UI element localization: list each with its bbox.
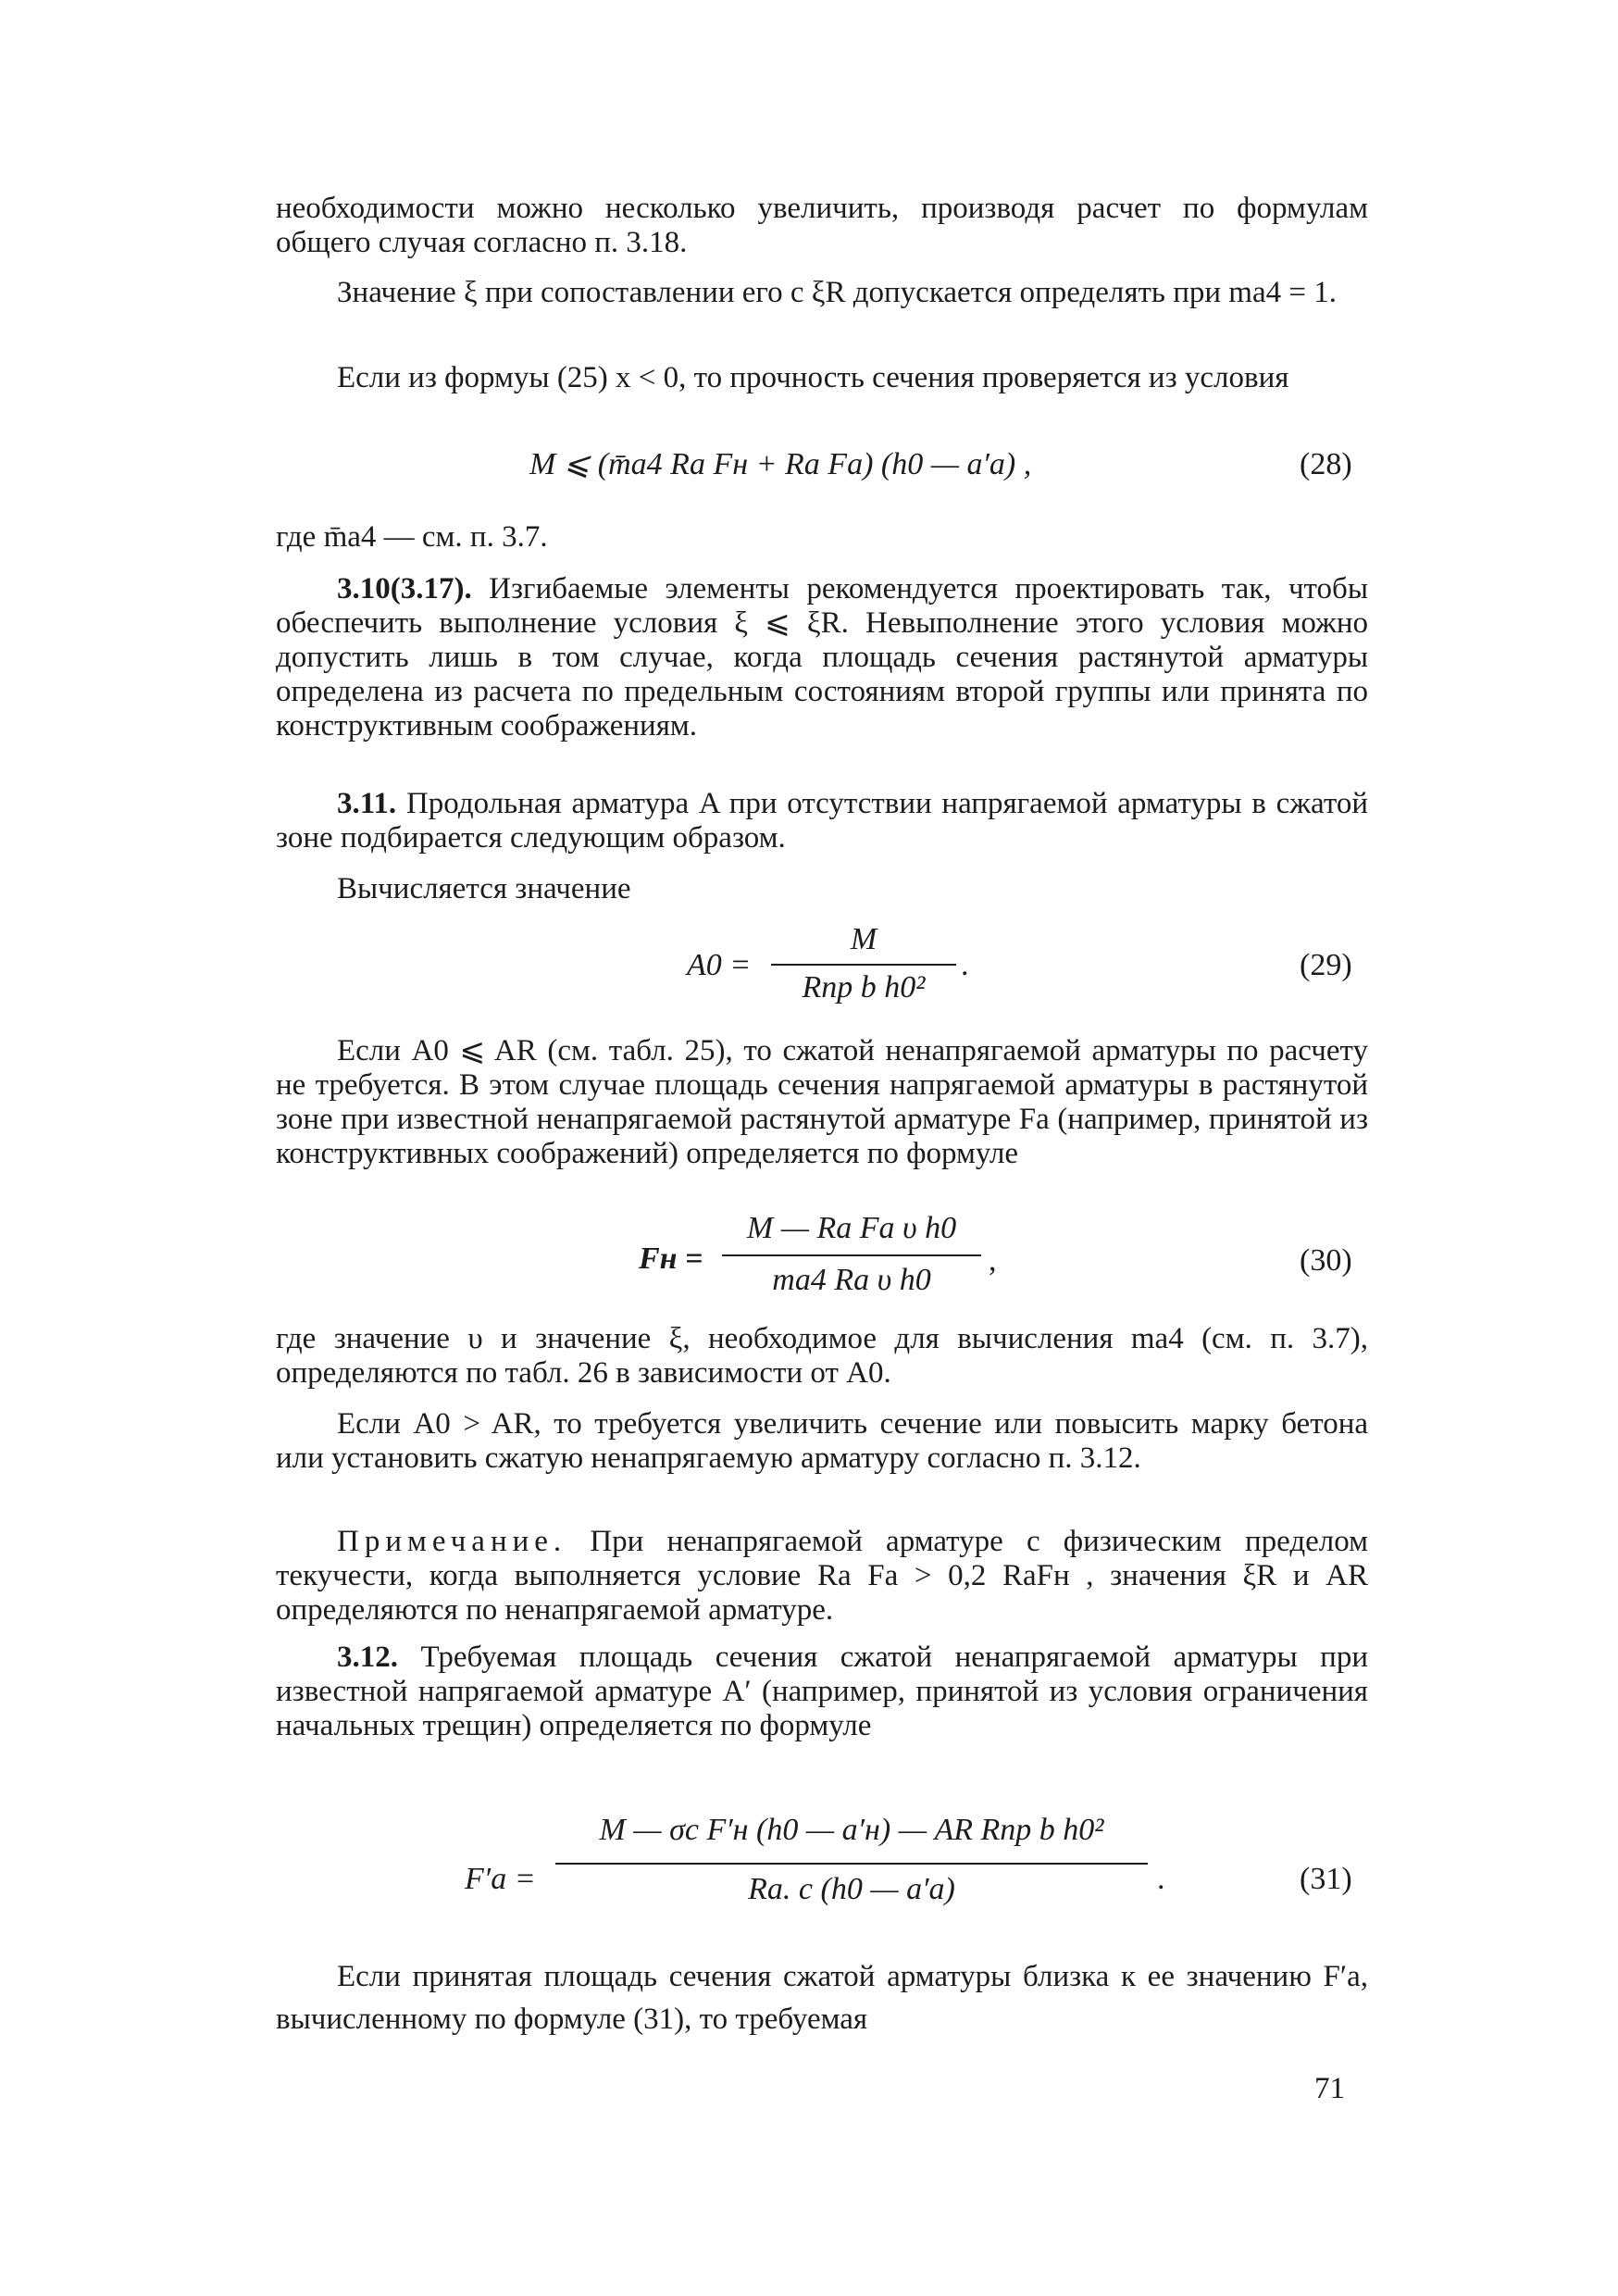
equation-28: M ⩽ (m̄a4 Ra Fн + Ra Fa) (h0 — a′a) , xyxy=(529,447,1032,481)
section-3-11 xyxy=(276,787,1368,855)
equation-30-lhs: Fн = xyxy=(639,1242,703,1276)
equation-31-denominator: Ra. c (h0 — a′a) xyxy=(748,1872,955,1906)
paragraph-a0-less: Если A0 ⩽ AR (см. табл. 25), то сжатой ненапрягаемой арматуры по расчету не требуется. В этом случае площадь сечения напрягаемой арматуры в растянутой зоне при известной ненапрягаемой растянутой арматуре Fa (например, принятой из конструктивных соображений) определяется по формуле xyxy=(276,1034,1368,1170)
paragraph-a0-greater: Если A0 > AR, то требуется увеличить сечение или повысить марку бетона или установить сжатую ненапрягаемую арматуру согласно п. 3.12. xyxy=(276,1407,1368,1475)
section-3-10-number: 3.10(3.17). xyxy=(337,572,472,605)
note-label: Примечание. xyxy=(337,1525,567,1558)
paragraph-compute-value: Вычисляется значение xyxy=(337,872,631,905)
equation-30-tail: , xyxy=(989,1243,997,1278)
equation-29-tail: . xyxy=(961,948,969,982)
equation-30-fraction-bar xyxy=(722,1254,981,1256)
paragraph-ma4-reference: где m̄a4 — см. п. 3.7. xyxy=(276,520,548,554)
section-3-12 xyxy=(276,1641,1368,1743)
equation-29-numerator: M xyxy=(850,922,877,956)
equation-31-lhs: F′a = xyxy=(465,1862,536,1896)
page-number: 71 xyxy=(1314,2072,1345,2105)
section-3-11-text: Продольная арматура A при отсутствии напрягаемой арматуры в сжатой зоне подбирается следующим образом. xyxy=(276,787,1368,855)
section-3-10 xyxy=(276,572,1368,743)
note-paragraph xyxy=(276,1525,1368,1628)
equation-31-numerator: M — σc F′н (h0 — a′н) — AR Rпр b h0² xyxy=(599,1813,1104,1847)
note-text: При ненапрягаемой арматуре с физическим пределом текучести, когда выполняется условие Ra Fa > 0,2 RaFн , значения ξR и AR определяются по ненапрягаемой арматуре. xyxy=(276,1525,1368,1627)
equation-29-denominator: Rпр b h0² xyxy=(802,970,926,1004)
paragraph-xi-comparison: Значение ξ при сопоставлении его с ξR допускается определять при ma4 = 1. xyxy=(337,276,1337,309)
equation-29-fraction-bar xyxy=(771,964,956,966)
section-3-11-number: 3.11. xyxy=(337,787,397,820)
section-3-12-text: Требуемая площадь сечения сжатой ненапрягаемой арматуры при известной напрягаемой арматуре A′ (например, принятой из условия ограничения начальных трещин) определяется по формуле xyxy=(276,1641,1368,1742)
section-3-12-number: 3.12. xyxy=(337,1641,398,1674)
paragraph-final: Если принятая площадь сечения сжатой арматуры близка к ее значению F′a, вычисленному по формуле (31), то требуемая xyxy=(276,1960,1368,2036)
equation-28-number: (28) xyxy=(1300,447,1352,481)
equation-29-lhs: A0 = xyxy=(687,948,752,982)
paragraph-x-negative: Если из формуы (25) x < 0, то прочность сечения проверяется из условия xyxy=(337,361,1289,394)
section-3-10-text: Изгибаемые элементы рекомендуется проектировать так, чтобы обеспечить выполнение условия ξ ⩽ ξR. Невыполнение этого условия можно допустить лишь в том случае, когда площадь сечения растянутой арматуры определена из расчета по предельным состояниям второй группы или принята по конструктивным соображениям. xyxy=(276,572,1368,742)
paragraph-continuation: необходимости можно несколько увеличить, производя расчет по формулам общего случая согласно п. 3.18. xyxy=(276,192,1368,259)
paragraph-v-xi: где значение υ и значение ξ, необходимое для вычисления ma4 (см. п. 3.7), определяются по табл. 26 в зависимости от A0. xyxy=(276,1322,1368,1390)
equation-29-number: (29) xyxy=(1300,948,1352,982)
equation-30-denominator: ma4 Ra υ h0 xyxy=(772,1263,931,1297)
equation-30-numerator: M — Ra Fa υ h0 xyxy=(746,1211,957,1245)
equation-30-number: (30) xyxy=(1300,1243,1352,1278)
equation-31-number: (31) xyxy=(1300,1862,1352,1896)
equation-31-tail: . xyxy=(1157,1862,1165,1896)
equation-31-fraction-bar xyxy=(555,1863,1148,1865)
